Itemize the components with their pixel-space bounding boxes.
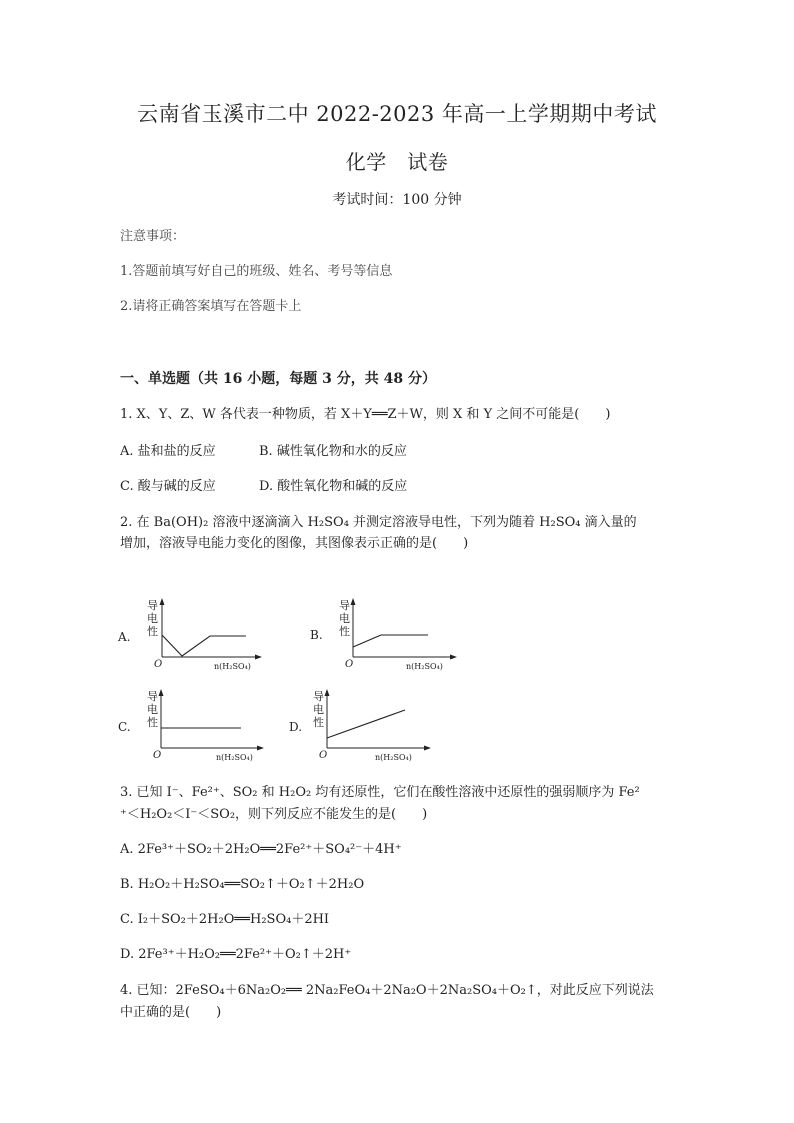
q2-stem-line1: 2. 在 Ba(OH)₂ 溶液中逐滴滴入 H₂SO₄ 并测定溶液导电性，下列为随着 H₂SO₄ 滴入量的 (120, 515, 637, 530)
graph-d-x-arrow (424, 746, 431, 751)
graph-b (308, 595, 468, 675)
q4-stem-line2: 中正确的是( ) (120, 1005, 222, 1020)
graph-d-ylabel-2: 电 (313, 703, 324, 716)
q3-stem-line2: ⁺＜H₂O₂＜I⁻＜SO₂，则下列反应不能发生的是( ) (120, 807, 428, 822)
graph-c-ylabel-3: 性 (147, 716, 158, 729)
q1-stem: 1. X、Y、Z、W 各代表一种物质，若 X＋Y══Z＋W，则 X 和 Y 之间不可能是( ) (120, 407, 611, 422)
graph-a-origin: O (154, 659, 163, 670)
graph-b-label: B. (310, 628, 323, 642)
graph-b-x-arrow (450, 655, 457, 660)
q3-option-b: B. H₂O₂＋H₂SO₄══SO₂↑＋O₂↑＋2H₂O (120, 877, 365, 892)
notice-item-1: 1.答题前填写好自己的班级、姓名、考号等信息 (120, 264, 393, 279)
graph-a-xlabel: n(H₂SO₄) (214, 662, 251, 671)
graph-c-xlabel: n(H₂SO₄) (216, 753, 253, 762)
graph-b-y-arrow (351, 598, 356, 605)
graph-d-xlabel: n(H₂SO₄) (375, 753, 412, 762)
graph-d-origin: O (319, 750, 328, 761)
graph-c (116, 686, 276, 766)
graph-d-ylabel-3: 性 (313, 716, 324, 729)
graph-a-curve (162, 635, 246, 656)
q3-option-a: A. 2Fe³⁺＋SO₂＋2H₂O══2Fe²⁺＋SO₄²⁻＋4H⁺ (120, 842, 402, 857)
exam-subject: 化学 试卷 (345, 150, 449, 174)
exam-duration: 考试时间：100 分钟 (332, 192, 462, 208)
q2-stem-line2: 增加，溶液导电能力变化的图像，其图像表示正确的是( ) (120, 536, 469, 551)
q1-option-c: C. 酸与碱的反应 (120, 479, 216, 494)
graph-a-x-arrow (255, 655, 262, 660)
q3-stem-line1: 3. 已知 I⁻、Fe²⁺、SO₂ 和 H₂O₂ 均有还原性，它们在酸性溶液中还原性的强弱顺序为 Fe² (120, 785, 640, 800)
graph-d-y-arrow (325, 689, 330, 696)
notice-item-2: 2.请将正确答案填写在答题卡上 (120, 299, 302, 314)
q1-option-d: D. 酸性氧化物和碱的反应 (259, 479, 408, 494)
graph-a-ylabel-1: 导 (147, 599, 158, 612)
graph-a (116, 595, 276, 675)
graph-a-ylabel-3: 性 (147, 625, 158, 638)
graph-b-curve (353, 635, 428, 647)
q4-stem-line1: 4. 已知：2FeSO₄＋6Na₂O₂══ 2Na₂FeO₄＋2Na₂O＋2Na₂SO₄＋O₂↑，对此反应下列说法 (120, 983, 654, 998)
q3-option-d: D. 2Fe³⁺＋H₂O₂══2Fe²⁺＋O₂↑＋2H⁺ (120, 947, 352, 962)
graph-b-ylabel-2: 电 (339, 612, 350, 625)
graph-d-ylabel-1: 导 (313, 690, 324, 703)
q1-option-b: B. 碱性氧化物和水的反应 (259, 444, 407, 459)
graph-b-origin: O (345, 659, 354, 670)
graph-b-xlabel: n(H₂SO₄) (406, 662, 443, 671)
section-title: 一、单选题（共 16 小题，每题 3 分，共 48 分） (120, 371, 436, 387)
exam-title: 云南省玉溪市二中 2022-2023 年高一上学期期中考试 (137, 102, 657, 126)
graph-a-y-arrow (160, 598, 165, 605)
graph-b-ylabel-3: 性 (339, 625, 350, 638)
q1-option-a: A. 盐和盐的反应 (120, 444, 216, 459)
notice-heading: 注意事项： (120, 229, 186, 244)
graph-d-curve (327, 710, 405, 738)
graph-c-origin: O (153, 750, 162, 761)
graph-a-ylabel-2: 电 (147, 612, 158, 625)
graph-c-y-arrow (159, 689, 164, 696)
graph-c-x-arrow (257, 746, 264, 751)
graph-d-label: D. (289, 720, 303, 734)
graph-c-label: C. (118, 720, 131, 734)
graph-c-ylabel-2: 电 (147, 703, 158, 716)
graph-a-label: A. (118, 630, 131, 644)
graph-d (287, 686, 447, 766)
graph-c-ylabel-1: 导 (147, 690, 158, 703)
graph-b-ylabel-1: 导 (339, 599, 350, 612)
q3-option-c: C. I₂＋SO₂＋2H₂O══H₂SO₄＋2HI (120, 912, 330, 927)
